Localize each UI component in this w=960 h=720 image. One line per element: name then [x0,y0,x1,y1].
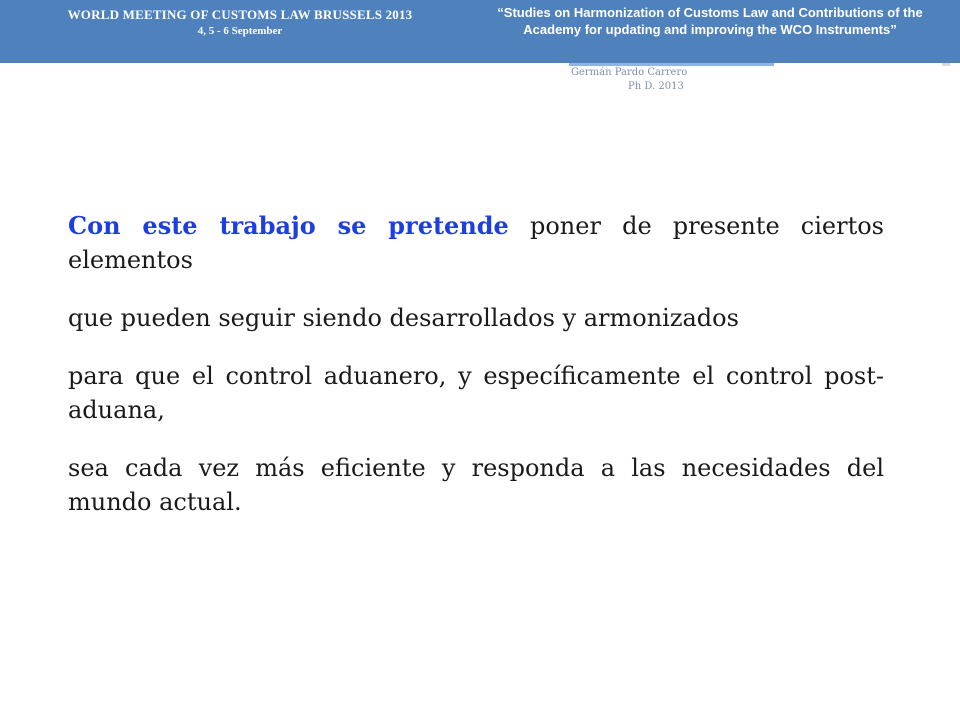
study-title: “Studies on Harmonization of Customs Law and Contributions of the Academy for updating and improving the WCO Instruments” [497,5,923,37]
paragraph-control: para que el control aduanero, y específicamente el control post-aduana, [68,362,884,424]
event-title: WORLD MEETING OF CUSTOMS LAW BRUSSELS 2013 [67,7,413,22]
header-accent-line [569,63,774,66]
corner-mark: tete [942,62,951,68]
author-degree: Ph D. 2013 [628,81,684,92]
event-dates: 4, 5 - 6 September [197,25,283,37]
paragraph-intro-rest: poner de presente ciertos elementos [68,212,884,274]
paragraph-efficiency: sea cada vez más eficiente y responda a las necesidades del mundo actual. [68,454,884,516]
highlighted-phrase: Con este trabajo se pretende [68,211,509,240]
slide-body [68,209,884,543]
author-name: Germán Pardo Carrero [571,67,688,78]
header-bar [0,0,960,63]
paragraph-elements: que pueden seguir siendo desarrollados y armonizados [68,304,739,332]
paragraph-intro [68,209,884,277]
